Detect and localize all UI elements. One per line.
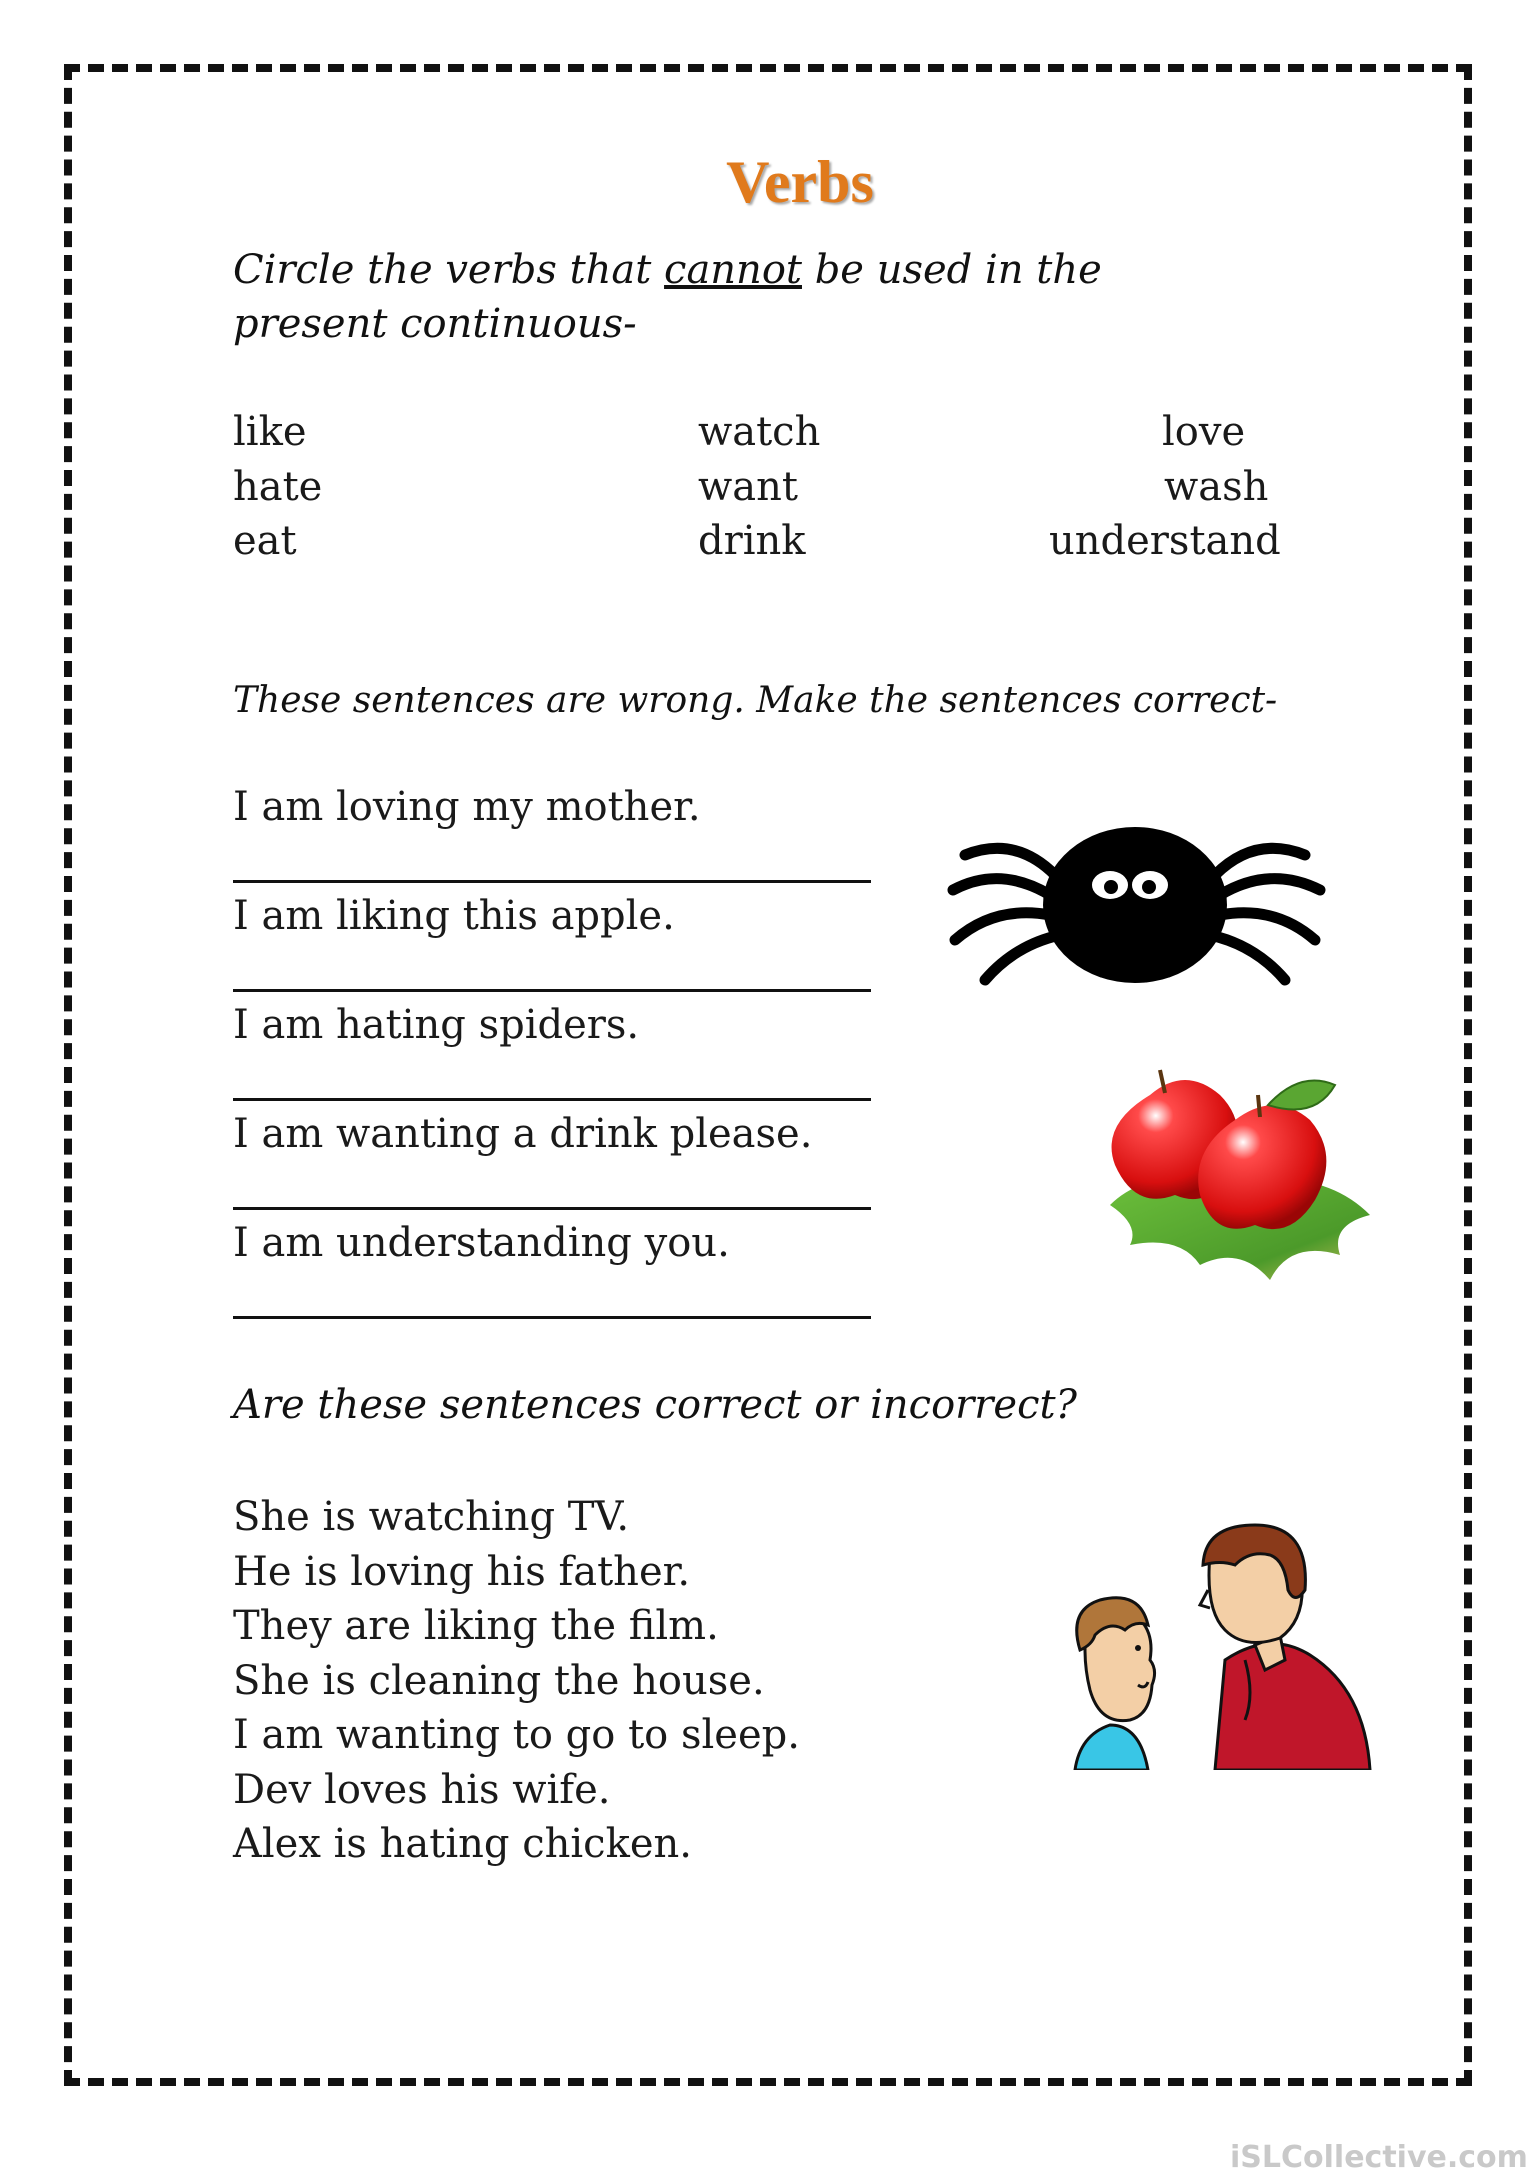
circle-verbs-instruction: Circle the verbs that cannot be used in the present continuous- — [233, 247, 1102, 347]
verb-understand: understand — [1049, 518, 1281, 564]
wrong-sentence-2: I am liking this apple. — [233, 893, 675, 939]
spider-picture — [945, 815, 1335, 995]
sentence-list — [233, 1490, 800, 1872]
list-item: She is watching TV. — [233, 1494, 630, 1540]
father-son-picture — [1040, 1520, 1380, 1770]
emphasis-cannot: cannot — [664, 247, 802, 293]
page-title: Verbs — [726, 149, 874, 215]
verb-like: like — [233, 409, 307, 455]
verb-drink: drink — [698, 518, 806, 564]
verb-love: love — [1162, 409, 1246, 455]
verb-eat: eat — [233, 518, 297, 564]
wrong-sentence-1: I am loving my mother. — [233, 784, 701, 830]
list-item: Dev loves his wife. — [233, 1766, 611, 1813]
site-watermark: iSLCollective.com — [1230, 2140, 1528, 2175]
answer-line-2[interactable] — [233, 989, 871, 992]
correct-sentences-instruction: These sentences are wrong. Make the sentences correct- — [233, 680, 1278, 721]
verb-wash: wash — [1164, 464, 1269, 510]
answer-line-1[interactable] — [233, 880, 871, 883]
answer-line-4[interactable] — [233, 1207, 871, 1210]
list-item: He is loving his father. — [233, 1548, 691, 1595]
answer-line-5[interactable] — [233, 1316, 871, 1319]
wrong-sentence-3: I am hating spiders. — [233, 1002, 640, 1048]
list-item: I am wanting to go to sleep. — [233, 1712, 800, 1758]
wrong-sentence-5: I am understanding you. — [233, 1220, 730, 1266]
list-item: Alex is hating chicken. — [233, 1821, 692, 1867]
answer-line-3[interactable] — [233, 1098, 871, 1101]
apples-picture — [1090, 1065, 1380, 1285]
verb-want: want — [698, 464, 798, 510]
list-item: They are liking the film. — [233, 1603, 719, 1649]
verb-watch: watch — [698, 409, 821, 455]
verb-hate: hate — [233, 464, 323, 510]
wrong-sentence-4: I am wanting a drink please. — [233, 1111, 813, 1157]
list-item: She is cleaning the house. — [233, 1657, 765, 1704]
correct-or-incorrect-instruction: Are these sentences correct or incorrect? — [233, 1382, 1077, 1428]
